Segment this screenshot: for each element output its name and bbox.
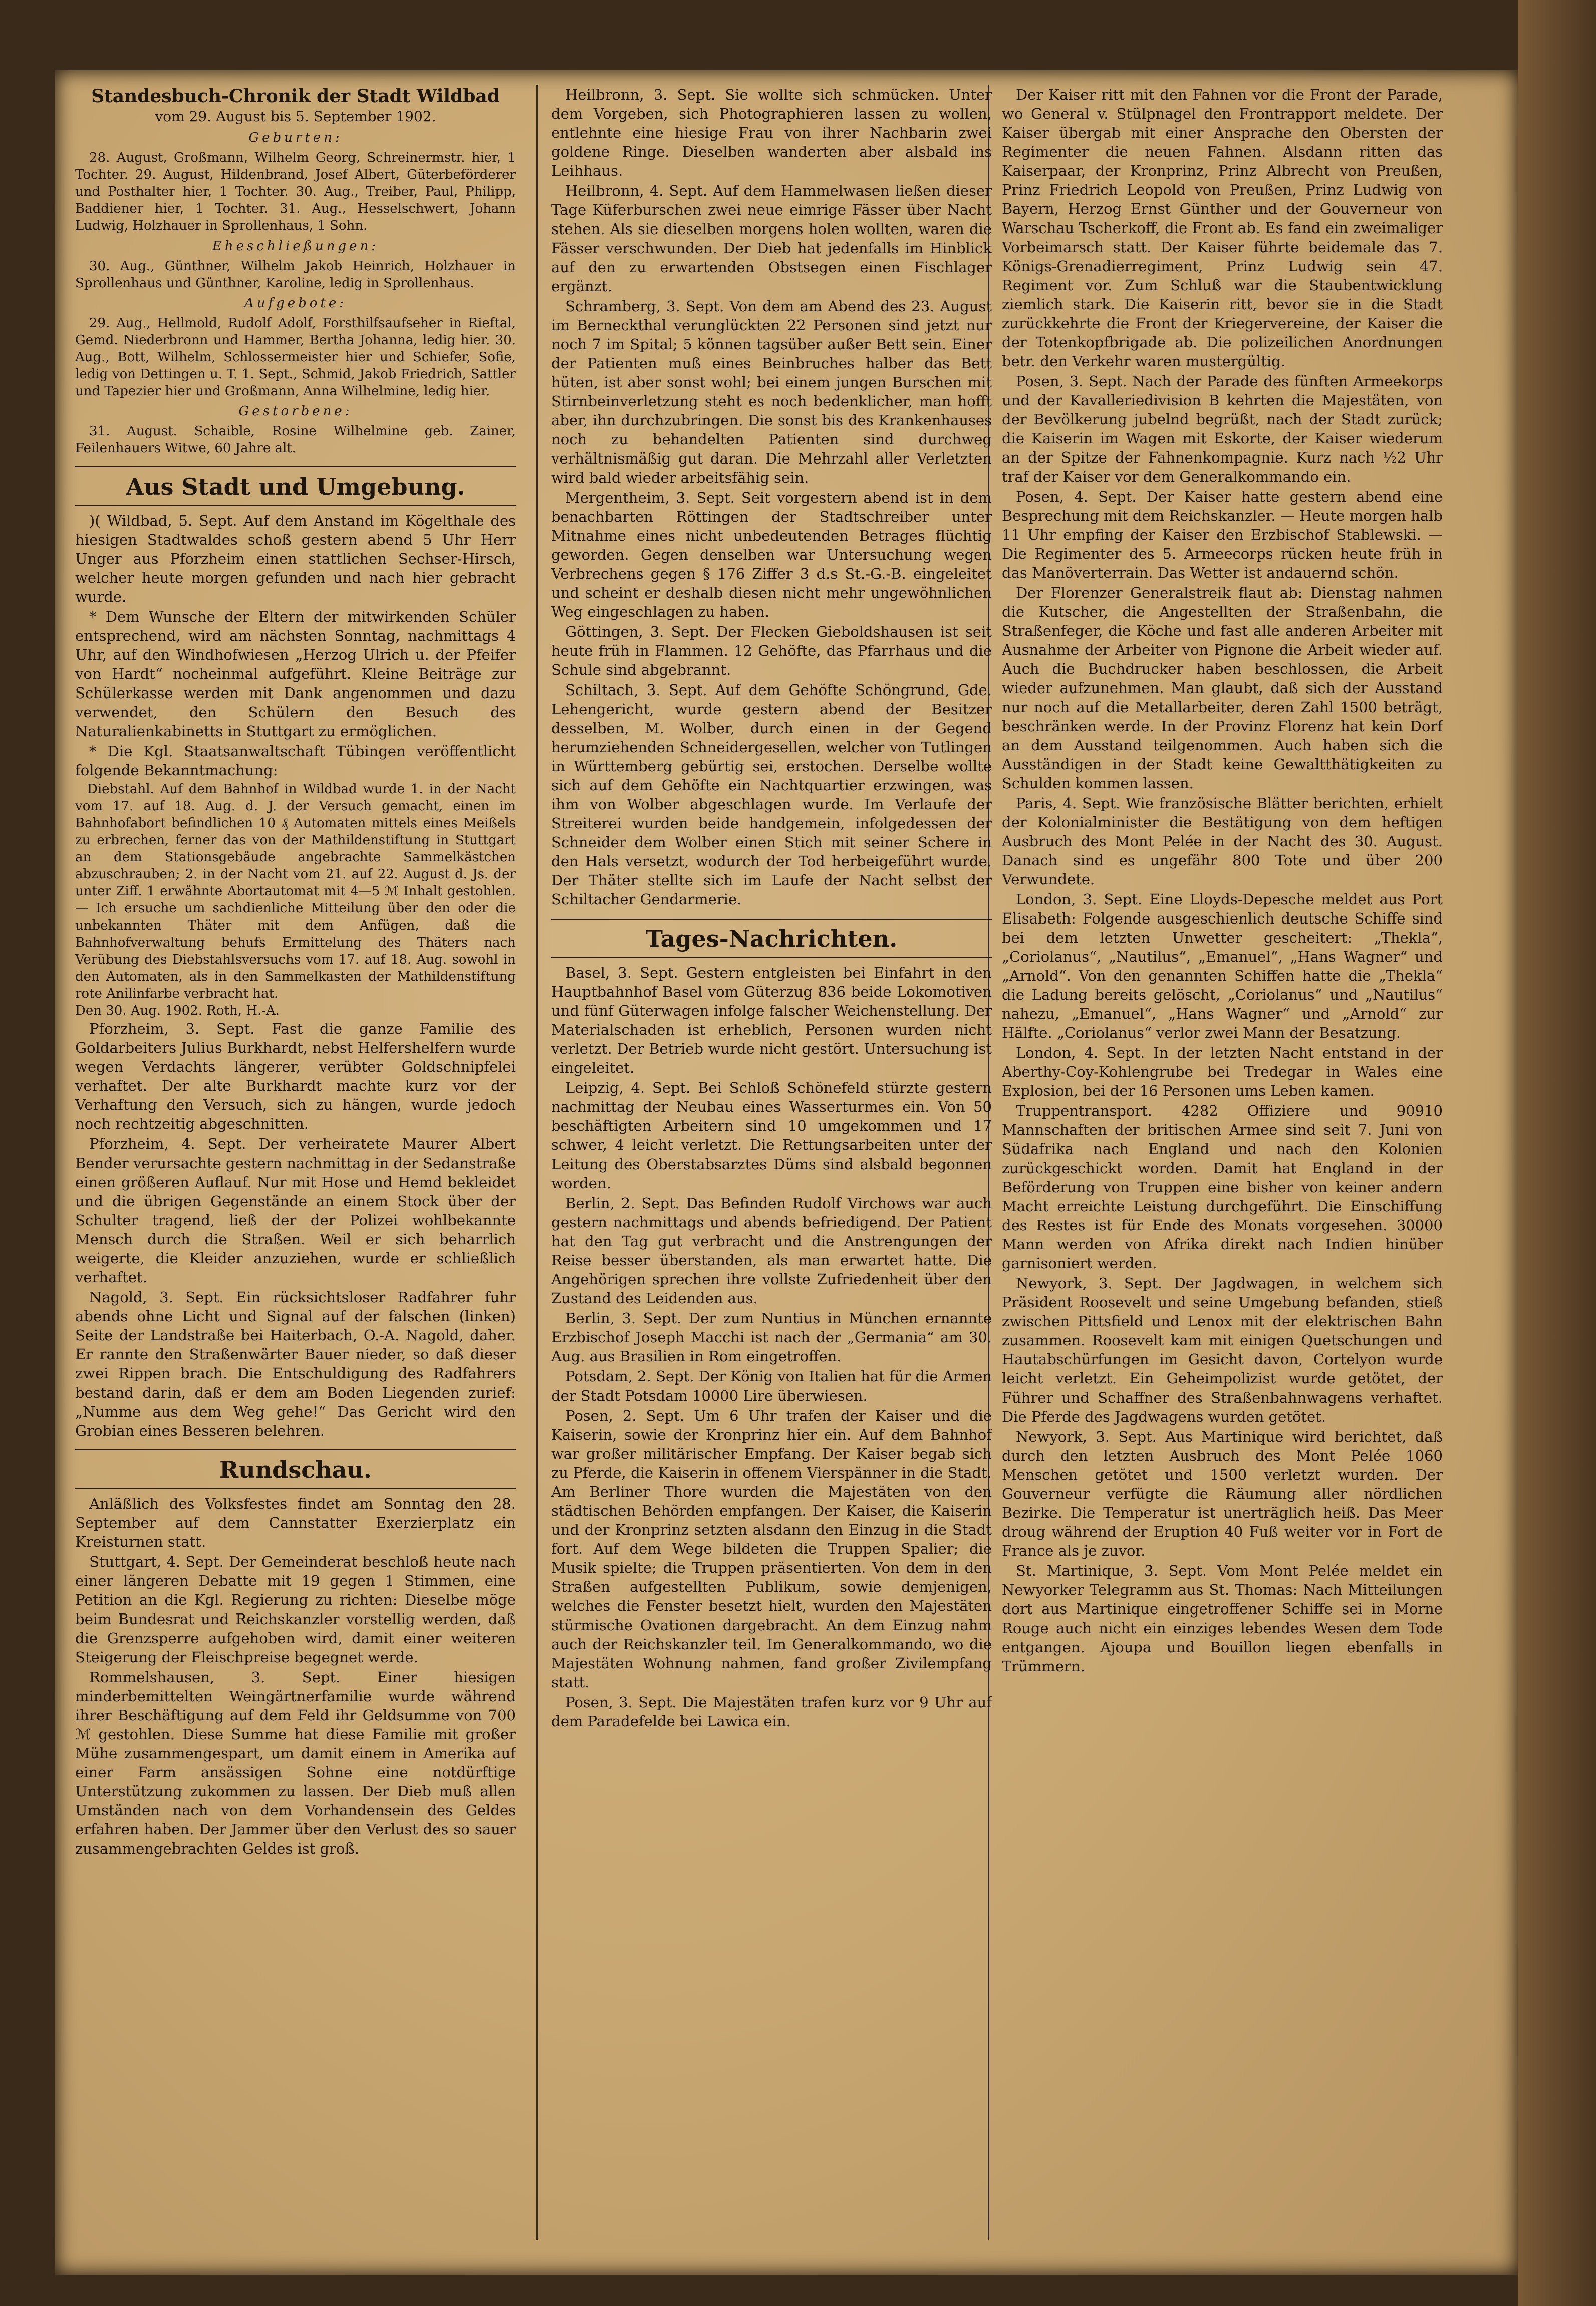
column-2 bbox=[551, 85, 992, 2255]
section-aus-stadt: Aus Stadt und Umgebung. bbox=[75, 466, 516, 506]
article-volksfest: Anläßlich des Volksfestes findet am Sonntag den 28. September auf dem Cannstatter Exerzierplatz ein Kreisturnen statt. bbox=[75, 1495, 516, 1550]
article-goettingen: Göttingen, 3. Sept. Der Flecken Gieboldshausen ist seit heute früh in Flammen. 12 Gehöfte, das Pfarrhaus und die Schule sind abgebrannt. bbox=[551, 623, 992, 678]
article-paris: Paris, 4. Sept. Wie französische Blätter berichten, erhielt der Kolonialminister die Bestätigung von dem heftigen Ausbruch des Mont Pelée in der Nacht des 30. August. Danach sind es ungefähr 800 Tote und über 200 Verwundete. bbox=[1002, 795, 1443, 888]
article-leipzig: Leipzig, 4. Sept. Bei Schloß Schönefeld stürzte gestern nachmittag der Neubau eines Wasserturmes ein. Von 50 beschäftigten Arbeitern sind 10 umgekommen und 17 schwer, 4 leicht verletzt. Die Rettungsarbeiten unter der Leitung des Oberstabsarztes Düms sind alsbald begonnen worden. bbox=[551, 1079, 992, 1192]
article-london-2: London, 4. Sept. In der letzten Nacht entstand in der Aberthy-Coy-Kohlengrube bei Tredegar in Wales eine Explosion, bei der 16 Personen ums Leben kamen. bbox=[1002, 1044, 1443, 1099]
ehe-text: 30. Aug., Günthner, Wilhelm Jakob Heinrich, Holzhauer in Sprollenhaus und Günthner, Karoline, ledig in Sprollenhaus. bbox=[75, 259, 516, 291]
aufgebote-text: 29. Aug., Hellmold, Rudolf Adolf, Forsthilfsaufseher in Rieftal, Gemd. Niederbronn und Hammer, Bertha Johanna, ledig hier. 30. Aug., Bott, Wilhelm, Schlossermeister hier und Schiefer, Sofie, ledig von Dettingen u. T. 1. Sept., Schmid, Jakob Friedrich, Sattler und Tapezier hier und Großmann, Anna Wilhelmine, ledig hier. bbox=[75, 316, 516, 399]
column-3 bbox=[1002, 85, 1443, 2255]
gestorbene-text: 31. August. Schaible, Rosine Wilhelmine geb. Zainer, Feilenhauers Witwe, 60 Jahre alt. bbox=[75, 424, 516, 456]
article-truppentransport: Truppentransport. 4282 Offiziere und 90910 Mannschaften der britischen Armee sind seit 7. Juni von Südafrika nach England und nach den Kolonien zurückgeschickt worden. Damit hat England in der Beförderung von Truppen eine bisher von keiner andern Macht erreichte Leistung durchgeführt. Die Einschiffung des Restes ist für Ende des Monats vorgesehen. 30000 Mann werden von Afrika direkt nach Indien hinüber garnisoniert werden. bbox=[1002, 1102, 1443, 1272]
geburten-heading: Geburten: bbox=[248, 130, 343, 145]
article-pforzheim-2: Pforzheim, 4. Sept. Der verheiratete Maurer Albert Bender verursachte gestern nachmittag in der Sedanstraße einen größeren Auflauf. Nur mit Hose und Hemd bekleidet und die übrigen Gegenstände an einem Stock über der Schulter tragend, ließ der der Polizei wohlbekannte Mensch durch die Straßen. Weil er sich beharrlich weigerte, die Kleider anzuziehen, wurde er schließlich verhaftet. bbox=[75, 1135, 516, 1286]
article-newyork-1: Newyork, 3. Sept. Der Jagdwagen, in welchem sich Präsident Roosevelt und seine Umgebung befanden, stieß zwischen Pittsfield und Lenox mit der elektrischen Bahn zusammen. Roosevelt kam mit einigen Quetschungen und Hautabschürfungen im Gesicht davon, Cortelyon wurde leicht verletzt. Ein Geheimpolizist wurde getötet, der Führer und Schaffner des Straßenbahnwagens verhaftet. Die Pferde des Jagdwagens wurden getötet. bbox=[1002, 1275, 1443, 1425]
notice-signature: Den 30. Aug. 1902. Roth, H.-A. bbox=[75, 1003, 280, 1018]
column-rule-1 bbox=[536, 85, 538, 2240]
article-rommelshausen: Rommelshausen, 3. Sept. Einer hiesigen minderbemittelten Weingärtnerfamilie wurde während ihrer Beschäftigung auf dem Feld ihr Geldsumme von 700 ℳ gestohlen. Diese Summe hat diese Familie mit großer Mühe zusammengespart, um damit einem in Amerika auf einer Farm ansässigen Sohne eine notdürftige Unterstützung zukommen zu lassen. Der Dieb muß allen Umständen nach von dem Vorhandensein des Geldes erfahren haben. Der Jammer über den Verlust des so sauer zusammengebrachten Geldes ist groß. bbox=[75, 1669, 516, 1857]
article-schramberg: Schramberg, 3. Sept. Von dem am Abend des 23. August im Berneckthal verunglückten 22 Personen sind jetzt nur noch 7 im Spital; 5 können tagsüber außer Bett sein. Einer der Patienten muß eines Beinbruches halber das Bett hüten, ist aber sonst wohl; bei einem jungen Burschen mit Stirnbeinverletzung steht es noch bedenklicher, man hofft aber, ihn durchzubringen. Die sonst bis des Krankenhauses noch zu behandelten Patienten sind durchweg verhältnismäßig gut daran. Die Mehrzahl aller Verletzten wird bald wieder arbeitsfähig sein. bbox=[551, 298, 992, 486]
article-london-1: London, 3. Sept. Eine Lloyds-Depesche meldet aus Port Elisabeth: Folgende ausgeschienlich deutsche Schiffe sind bei dem letzten Unwetter gescheitert: „Thekla“, „Coriolanus“, „Nautilus“, „Emanuel“, „Hans Wagner“ und „Arnold“. Von den genannten Schiffen hatte die „Thekla“ die Ladung bereits gelöscht, „Coriolanus“ und „Nautilus“ nahezu, „Emanuel“, „Hans Wagner“ und „Arnold“ zur Hälfte. „Coriolanus“ verlor zwei Mann der Besatzung. bbox=[1002, 891, 1443, 1041]
geburten-text: 28. August, Großmann, Wilhelm Georg, Schreinermstr. hier, 1 Tochter. 29. August, Hildenbrand, Josef Albert, Güterbeförderer und Posthalter hier, 1 Tochter. 30. Aug., Treiber, Paul, Philipp, Baddiener hier, 1 Tochter. 31. Aug., Hesselschwert, Johann Ludwig, Holzhauer in Sprollenhaus, 1 Sohn. bbox=[75, 150, 516, 234]
article-heilbronn-1: Heilbronn, 3. Sept. Sie wollte sich schmücken. Unter dem Vorgeben, sich Photographieren lassen zu wollen, entlehnte eine hiesige Frau von ihrer Nachbarin zwei goldene Ringe. Dieselben wanderten aber alsbald ins Leihhaus. bbox=[551, 86, 992, 179]
article-staatsanwaltschaft: * Die Kgl. Staatsanwaltschaft Tübingen veröffentlicht folgende Bekanntmachung: bbox=[75, 743, 516, 779]
article-mergentheim: Mergentheim, 3. Sept. Seit vorgestern abend ist in dem benachbarten Röttingen der Stadtschreiber unter Mitnahme eines nicht unbedeutenden Betrages flüchtig geworden. Gegen denselben war Untersuchung wegen Verbrechens gegen § 176 Ziffer 3 d.s St.-G.-B. eingeleitet und scheint er deshalb diesen nicht mehr ungewöhnlichen Weg eingeschlagen zu haben. bbox=[551, 489, 992, 620]
article-potsdam: Potsdam, 2. Sept. Der König von Italien hat für die Armen der Stadt Potsdam 10000 Lire überwiesen. bbox=[551, 1368, 992, 1404]
article-pforzheim-1: Pforzheim, 3. Sept. Fast die ganze Familie des Goldarbeiters Julius Burkhardt, nebst Helfershelfern wurde wegen Verdachts längerer, verübter Goldschnipfelei verhaftet. Der alte Burkhardt machte kurz vor der Verhaftung den Versuch, sich zu hängen, wurde jedoch noch rechtzeitig abgeschnitten. bbox=[75, 1020, 516, 1132]
article-nagold: Nagold, 3. Sept. Ein rücksichtsloser Radfahrer fuhr abends ohne Licht und Signal auf der falschen (linken) Seite der Landstraße bei Haiterbach, O.-A. Nagold, daher. Er rannte den Straßenwärter Bauer nieder, so daß dieser zwei Rippen brach. Die Entschuldigung des Radfahrers bestand darin, daß er dem am Boden Liegenden zurief: „Numme aus dem Weg gehe!“ Das Gericht wird den Grobian eines Besseren belehren. bbox=[75, 1289, 516, 1439]
article-berlin-1: Berlin, 2. Sept. Das Befinden Rudolf Virchows war auch gestern nachmittags und abends befriedigend. Der Patient hat den Tag gut verbracht und die Anstrengungen der Reise besser überstanden, als man erwartet hatte. Die Angehörigen sprechen ihre vollste Zufriedenheit über den Zustand des Leidenden aus. bbox=[551, 1195, 992, 1307]
page-edge-shadow bbox=[1518, 0, 1596, 2306]
article-martinique: St. Martinique, 3. Sept. Vom Mont Pelée meldet ein Newyorker Telegramm aus St. Thomas: Nach Mitteilungen dort aus Martinique eingetroffener Schiffe sei in Morne Rouge auch nicht ein einziges lebendes Wesen dem Tode entgangen. Ajoupa und Bouillon liegen ebenfalls in Trümmern. bbox=[1002, 1562, 1443, 1675]
section-rundschau: Rundschau. bbox=[75, 1449, 516, 1489]
article-schuelerauffuehrung: * Dem Wunsche der Eltern der mitwirkenden Schüler entsprechend, wird am nächsten Sonntag, nachmittags 4 Uhr, auf den Windhofwiesen „Herzog Ulrich u. der Pfeifer von Hardt“ nocheinmal aufgeführt. Kleine Beiträge zur Schülerkasse werden mit Dank angenommen und dazu verwendet, den Schülern den Besuch des Naturalienkabinetts in Stuttgart zu ermöglichen. bbox=[75, 608, 516, 740]
article-posen-4: Posen, 4. Sept. Der Kaiser hatte gestern abend eine Besprechung mit dem Reichskanzler. — Heute morgen halb 11 Uhr empfing der Kaiser den Erzbischof Stablewski. — Die Regimenter des 5. Armeecorps rücken heute früh in das Manöverterrain. Das Wetter ist andauernd schön. bbox=[1002, 488, 1443, 581]
article-berlin-2: Berlin, 3. Sept. Der zum Nuntius in München ernannte Erzbischof Joseph Macchi ist nach der „Germania“ am 30. Aug. aus Brasilien in Rom eingetroffen. bbox=[551, 1310, 992, 1365]
article-posen-3: Posen, 3. Sept. Nach der Parade des fünften Armeekorps und der Kavalleriedivision B kehrten die Majestäten, von der Bevölkerung jubelnd begrüßt, nach der Stadt zurück; die Kaiserin im Wagen mit Eskorte, der Kaiser wiederum an der Spitze der Fahnenkompagnie. Kurz nach ½2 Uhr traf der Kaiser vor dem Generalkommando ein. bbox=[1002, 373, 1443, 485]
ehe-heading: Eheschließungen: bbox=[212, 239, 379, 254]
chronik-title: Standesbuch-Chronik der Stadt Wildbad bbox=[91, 86, 500, 107]
column-1 bbox=[75, 85, 516, 2255]
article-posen-2: Posen, 3. Sept. Die Majestäten trafen kurz vor 9 Uhr auf dem Paradefelde bei Lawica ein. bbox=[551, 1694, 992, 1730]
aufgebote-heading: Aufgebote: bbox=[244, 296, 347, 311]
article-florenz: Der Florenzer Generalstreik flaut ab: Dienstag nahmen die Kutscher, die Angestellten der Straßenbahn, die Straßenfeger, die Köche und fast alle anderen Arbeiter mit Ausnahme der Arbeiter von Pignone die Arbeit wieder auf. Auch die Buchdrucker haben beschlossen, die Arbeit wieder aufzunehmen. Man glaubt, daß sich der Ausstand nur noch auf die Metallarbeiter, deren Zahl 1500 beträgt, beschränken werde. In der Provinz Florenz hat kein Dorf an dem Ausstand teilgenommen. Auch haben sich die Ausständigen in der Stadt keine Gewaltthätigkeiten zu Schulden kommen lassen. bbox=[1002, 584, 1443, 792]
section-tages-nachrichten: Tages-Nachrichten. bbox=[551, 918, 992, 958]
gestorbene-heading: Gestorbene: bbox=[238, 404, 353, 419]
notice-diebstahl: Diebstahl. Auf dem Bahnhof in Wildbad wurde 1. in der Nacht vom 17. auf 18. Aug. d. J. der Versuch gemacht, einen im Bahnhofabort befindlichen 10 ₰ Automaten mittels eines Meißels zu erbrechen, ferner das von der Mathildenstiftung in Stuttgart an dem Stationsgebäude angebrachte Sammelkästchen abzuschrauben; 2. in der Nacht vom 21. auf 22. August d. Js. der unter Ziff. 1 erwähnte Abortautomat mit 4—5 ℳ Inhalt gestohlen. — Ich ersuche um sachdienliche Mitteilung über den oder die unbekannten Thäter mit dem Anfügen, daß die Bahnhofverwaltung behufs Ermittelung des Thäters nach Verübung des Diebstahlsversuchs vom 17. auf 18. Aug. sowohl in den Automaten, als in den Sammelkasten der Mathildenstiftung rote Anilinfarbe verbracht hat. bbox=[75, 782, 516, 1001]
article-stuttgart: Stuttgart, 4. Sept. Der Gemeinderat beschloß heute nach einer längeren Debatte mit 19 gegen 1 Stimmen, eine Petition an die Kgl. Regierung zu richten: Dieselbe möge beim Bundesrat und Reichskanzler vorstellig werden, daß die Grenzsperre aufgehoben wird, damit einer weiteren Steigerung der Fleischpreise begegnet werde. bbox=[75, 1553, 516, 1666]
article-newyork-2: Newyork, 3. Sept. Aus Martinique wird berichtet, daß durch den letzten Ausbruch des Mont Pelée 1060 Menschen getötet und 1500 verletzt wurden. Der Gouverneur verfügte die Räumung aller nördlichen Bezirke. Die Temperatur ist unerträglich heiß. Das Meer droug während der Eruption 40 Fuß weiter vor in Fort de France als je zuvor. bbox=[1002, 1428, 1443, 1559]
article-wildbad-hirsch: )( Wildbad, 5. Sept. Auf dem Anstand im Kögelthale des hiesigen Stadtwaldes schoß gestern abend 5 Uhr Herr Unger aus Pforzheim einen stattlichen Sechser-Hirsch, welcher heute morgen gefunden und nach hier gebracht wurde. bbox=[75, 512, 516, 605]
article-heilbronn-2: Heilbronn, 4. Sept. Auf dem Hammelwasen ließen dieser Tage Küferburschen zwei neue eimrige Fässer über Nacht stehen. Als sie dieselben morgens holen wollten, waren die Fässer verschwunden. Der Dieb hat jedenfalls im Hinblick auf den zu erwartenden Obstsegen einen Fischlager ergänzt. bbox=[551, 182, 992, 295]
chronik-dates: vom 29. August bis 5. September 1902. bbox=[155, 108, 436, 125]
article-basel: Basel, 3. Sept. Gestern entgleisten bei Einfahrt in den Hauptbahnhof Basel vom Güterzug 836 beide Lokomotiven und fünf Güterwagen infolge falscher Weichenstellung. Der Materialschaden ist erheblich, Personen wurden nicht verletzt. Der Betrieb wurde nicht gestört. Untersuchung ist eingeleitet. bbox=[551, 964, 992, 1076]
article-schiltach: Schiltach, 3. Sept. Auf dem Gehöfte Schöngrund, Gde. Lehengericht, wurde gestern abend der Besitzer desselben, M. Wolber, durch einen in der Gegend herumziehenden Schneidergesellen, welcher von Tutlingen in Württemberg gebürtig sei, erstochen. Derselbe wollte sich auf dem Gehöfte ein Nachtquartier erzwingen, was ihm von Wolber abgeschlagen wurde. Im Verlaufe der Streiterei wurden beide handgemein, infolgedessen der Schneider dem Wolber einen Stich mit seiner Schere in den Hals versetzt, wodurch der Tod herbeigeführt wurde. Der Thäter stellte sich im Laufe der Nacht selbst der Schiltacher Gendarmerie. bbox=[551, 681, 992, 908]
article-kaiser-parade: Der Kaiser ritt mit den Fahnen vor die Front der Parade, wo General v. Stülpnagel den Frontrapport meldete. Der Kaiser übergab mit einer Ansprache den Obersten der Regimenter die neuen Fahnen. Alsdann ritten das Kaiserpaar, der Kronprinz, Prinz Albrecht von Preußen, Prinz Friedrich Leopold von Preußen, Prinz Ludwig von Bayern, Herzog Ernst Günther und der Gouverneur von Warschau Tscherkoff, die Front ab. Es fand ein zweimaliger Vorbeimarsch statt. Der Kaiser führte beidemale das 7. Königs-Grenadierregiment, Prinz Ludwig sein 47. Regiment vor. Zum Schluß war die Staubentwicklung ziemlich stark. Die Kaiserin ritt, bevor sie in die Stadt zurückkehrte die Front der Kriegervereine, der Kaiser die der Totenkopfbrigade ab. Die polizeilichen Anordnungen betr. den Verkehr waren mustergültig. bbox=[1002, 86, 1443, 370]
article-posen-1: Posen, 2. Sept. Um 6 Uhr trafen der Kaiser und die Kaiserin, sowie der Kronprinz hier ein. Auf dem Bahnhof war großer militärischer Empfang. Der Kaiser begab sich zu Pferde, die Kaiserin in offenem Vierspänner in die Stadt. Am Berliner Thore wurden die Majestäten von den städtischen Behörden empfangen. Der Kaiser, die Kaiserin und der Kronprinz setzten alsdann den Einzug in die Stadt fort. Auf dem Wege bildeten die Truppen Spalier; die Musik spielte; die Truppen präsentierten. Von dem in den Straßen aufgestellten Publikum, sowie demjenigen, welches die Fenster besetzt hielt, wurden den Majestäten stürmische Ovationen dargebracht. An dem Einzug nahm auch der Reichskanzler teil. Im Generalkommando, wo die Majestäten Wohnung nahmen, fand großer Zivilempfang statt. bbox=[551, 1407, 992, 1691]
